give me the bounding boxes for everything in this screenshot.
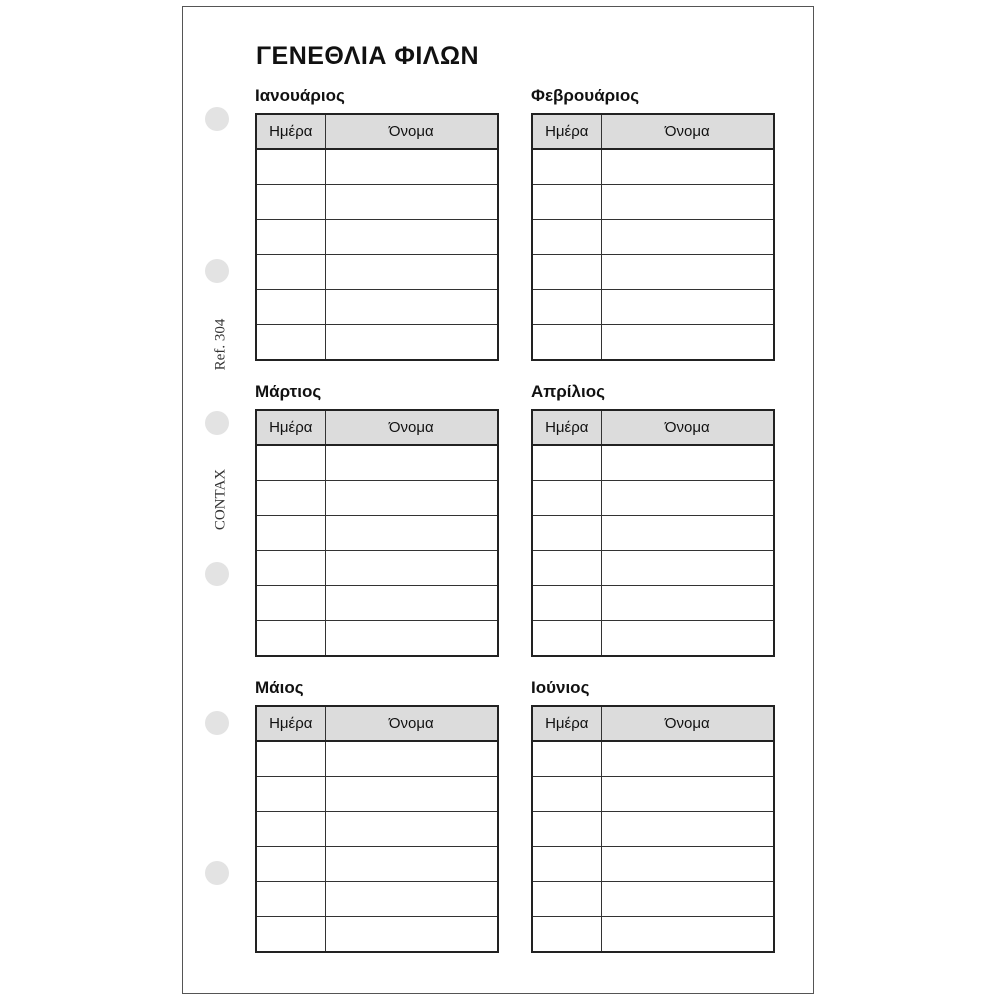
day-cell[interactable] (532, 586, 601, 621)
name-cell[interactable] (601, 882, 774, 917)
day-cell[interactable] (256, 586, 325, 621)
name-cell[interactable] (325, 149, 498, 185)
table-row (256, 882, 498, 917)
name-column-header: Όνομα (325, 114, 498, 149)
table-row (256, 917, 498, 953)
day-cell[interactable] (256, 777, 325, 812)
day-cell[interactable] (532, 220, 601, 255)
table-row (256, 481, 498, 516)
table-row (532, 290, 774, 325)
name-cell[interactable] (601, 325, 774, 361)
name-cell[interactable] (601, 516, 774, 551)
birthday-table (531, 705, 775, 953)
table-row (256, 185, 498, 220)
day-cell[interactable] (532, 812, 601, 847)
day-cell[interactable] (532, 325, 601, 361)
month-label: Απρίλιος (531, 382, 605, 401)
binder-hole (205, 711, 229, 735)
table-row (256, 516, 498, 551)
name-cell[interactable] (325, 445, 498, 481)
day-cell[interactable] (532, 516, 601, 551)
name-cell[interactable] (601, 741, 774, 777)
name-cell[interactable] (325, 481, 498, 516)
month-block (255, 676, 499, 953)
name-column-header: Όνομα (325, 706, 498, 741)
name-cell[interactable] (601, 621, 774, 657)
name-column-header: Όνομα (601, 706, 774, 741)
day-column-header: Ημέρα (532, 706, 601, 741)
name-cell[interactable] (325, 586, 498, 621)
table-row (532, 917, 774, 953)
table-row (532, 220, 774, 255)
day-cell[interactable] (256, 621, 325, 657)
page-title: ΓΕΝΕΘΛΙΑ ΦΙΛΩΝ (256, 42, 480, 70)
binder-hole (205, 861, 229, 885)
name-cell[interactable] (325, 882, 498, 917)
day-cell[interactable] (256, 325, 325, 361)
name-cell[interactable] (325, 325, 498, 361)
table-row (532, 812, 774, 847)
name-cell[interactable] (601, 812, 774, 847)
day-cell[interactable] (256, 847, 325, 882)
month-label: Ιανουάριος (255, 86, 345, 105)
name-cell[interactable] (601, 586, 774, 621)
name-cell[interactable] (601, 149, 774, 185)
name-cell[interactable] (601, 290, 774, 325)
binder-hole (205, 411, 229, 435)
name-cell[interactable] (325, 516, 498, 551)
reference-number: Ref. 304 (212, 318, 229, 371)
name-cell[interactable] (325, 185, 498, 220)
table-row (532, 325, 774, 361)
table-row (532, 255, 774, 290)
table-row (256, 741, 498, 777)
name-cell[interactable] (325, 621, 498, 657)
table-row (256, 812, 498, 847)
name-cell[interactable] (325, 812, 498, 847)
table-row (532, 481, 774, 516)
table-row (256, 586, 498, 621)
day-cell[interactable] (532, 917, 601, 953)
name-cell[interactable] (325, 777, 498, 812)
table-row (532, 516, 774, 551)
day-column-header: Ημέρα (256, 410, 325, 445)
day-cell[interactable] (532, 551, 601, 586)
day-cell[interactable] (256, 516, 325, 551)
name-cell[interactable] (601, 551, 774, 586)
day-column-header: Ημέρα (532, 114, 601, 149)
table-row (532, 185, 774, 220)
name-cell[interactable] (325, 847, 498, 882)
name-cell[interactable] (601, 481, 774, 516)
day-cell[interactable] (532, 847, 601, 882)
binder-hole (205, 259, 229, 283)
table-row (532, 586, 774, 621)
day-column-header: Ημέρα (532, 410, 601, 445)
table-row (256, 551, 498, 586)
day-column-header: Ημέρα (256, 706, 325, 741)
day-cell[interactable] (532, 255, 601, 290)
day-cell[interactable] (532, 621, 601, 657)
name-cell[interactable] (325, 220, 498, 255)
name-cell[interactable] (325, 917, 498, 953)
birthday-table (255, 113, 499, 361)
table-row (256, 325, 498, 361)
day-cell[interactable] (256, 741, 325, 777)
day-cell[interactable] (532, 741, 601, 777)
table-row (256, 290, 498, 325)
name-cell[interactable] (601, 185, 774, 220)
binder-hole (205, 107, 229, 131)
name-cell[interactable] (325, 290, 498, 325)
month-block (255, 380, 499, 657)
month-label: Ιούνιος (531, 678, 590, 697)
table-row (532, 777, 774, 812)
day-cell[interactable] (532, 445, 601, 481)
day-cell[interactable] (256, 185, 325, 220)
table-row (532, 149, 774, 185)
name-cell[interactable] (601, 445, 774, 481)
birthday-table (255, 705, 499, 953)
name-cell[interactable] (325, 551, 498, 586)
month-block (531, 84, 775, 361)
name-cell[interactable] (325, 255, 498, 290)
name-cell[interactable] (601, 917, 774, 953)
month-label: Μάρτιος (255, 382, 322, 401)
name-column-header: Όνομα (325, 410, 498, 445)
birthday-table (255, 409, 499, 657)
brand-name: CONTAX (212, 468, 229, 531)
day-cell[interactable] (532, 185, 601, 220)
binder-hole (205, 562, 229, 586)
month-label: Μάιος (255, 678, 304, 697)
birthday-table (531, 113, 775, 361)
table-row (256, 220, 498, 255)
table-row (532, 882, 774, 917)
name-cell[interactable] (601, 255, 774, 290)
day-cell[interactable] (256, 882, 325, 917)
table-row (532, 445, 774, 481)
day-column-header: Ημέρα (256, 114, 325, 149)
name-cell[interactable] (601, 220, 774, 255)
table-row (256, 847, 498, 882)
day-cell[interactable] (532, 290, 601, 325)
day-cell[interactable] (532, 777, 601, 812)
birthday-table (531, 409, 775, 657)
table-row (532, 551, 774, 586)
day-cell[interactable] (256, 255, 325, 290)
name-cell[interactable] (325, 741, 498, 777)
day-cell[interactable] (532, 481, 601, 516)
month-block (531, 676, 775, 953)
day-cell[interactable] (256, 481, 325, 516)
name-column-header: Όνομα (601, 114, 774, 149)
name-cell[interactable] (601, 847, 774, 882)
table-row (256, 255, 498, 290)
day-cell[interactable] (256, 445, 325, 481)
month-block (255, 84, 499, 361)
table-row (532, 847, 774, 882)
table-row (256, 621, 498, 657)
name-cell[interactable] (601, 777, 774, 812)
table-row (256, 777, 498, 812)
table-row (256, 445, 498, 481)
day-cell[interactable] (256, 917, 325, 953)
day-cell[interactable] (256, 551, 325, 586)
month-block (531, 380, 775, 657)
day-cell[interactable] (532, 882, 601, 917)
day-cell[interactable] (532, 149, 601, 185)
table-row (532, 741, 774, 777)
month-label: Φεβρουάριος (531, 86, 640, 105)
table-row (256, 149, 498, 185)
day-cell[interactable] (256, 812, 325, 847)
table-row (532, 621, 774, 657)
day-cell[interactable] (256, 290, 325, 325)
day-cell[interactable] (256, 149, 325, 185)
name-column-header: Όνομα (601, 410, 774, 445)
day-cell[interactable] (256, 220, 325, 255)
